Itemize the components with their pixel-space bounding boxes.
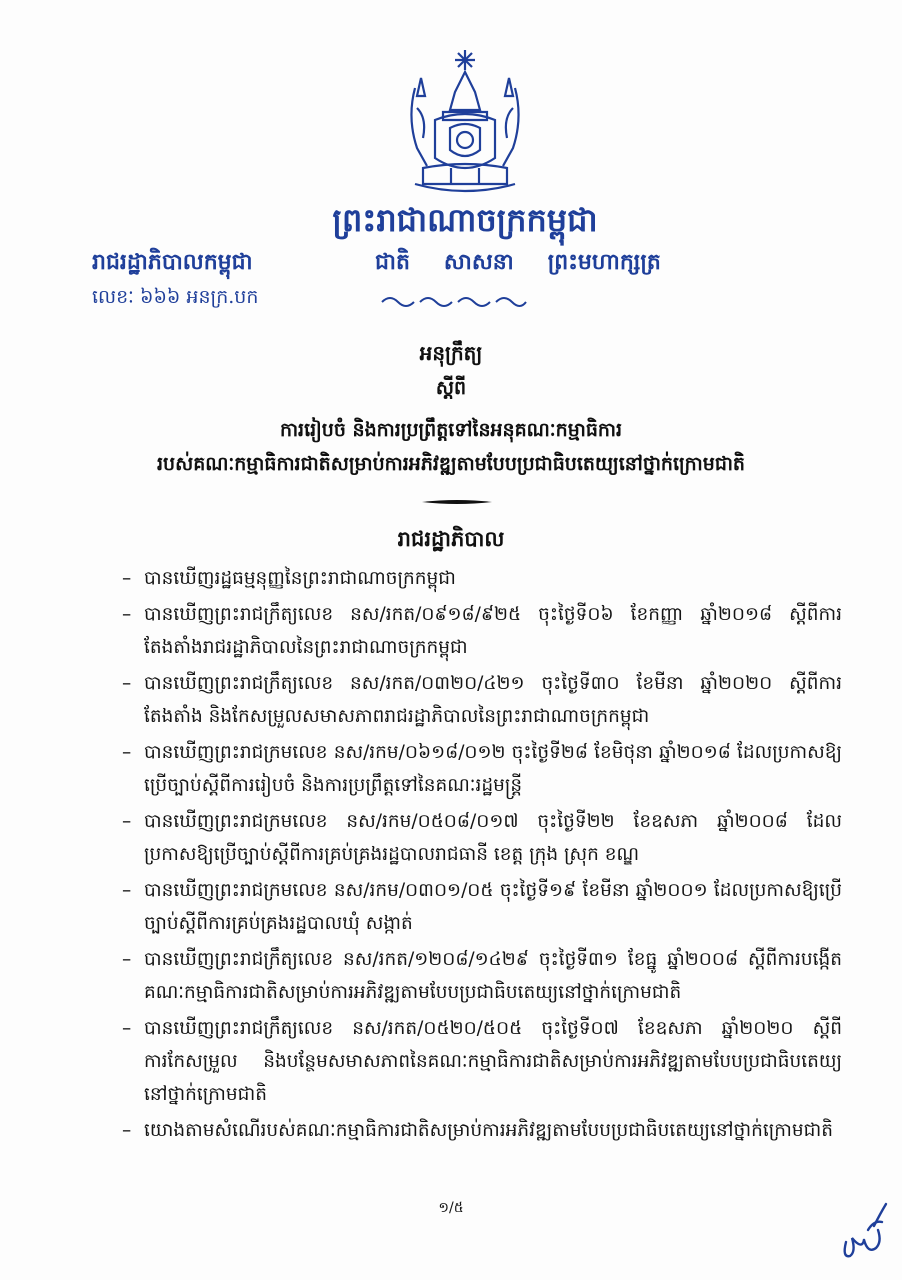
list-item-text: បានឃើញព្រះរាជក្រឹត្យលេខ នស/រកត/១២០៨/១៤២៩ ចុះថ្ងៃទី៣១ ខែធ្នូ ឆ្នាំ២០០៨ ស្ដីពីការបង្កើតគណៈកម្មាធិការជាតិសម្រាប់ការអភិវឌ្ឍតាមបែបប្រជាធិបតេយ្យនៅថ្នាក់ក្រោមជាតិ bbox=[144, 949, 842, 1003]
list-item: – បានឃើញព្រះរាជក្រឹត្យលេខ នស/រកត/១២០៨/១៤២៩ ចុះថ្ងៃទី៣១ ខែធ្នូ ឆ្នាំ២០០៨ ស្ដីពីការបង្កើតគណៈកម្មាធិការជាតិសម្រាប់ការអភិវឌ្ឍតាមបែបប្រជាធិបតេយ្យនៅថ្នាក់ក្រោមជាតិ bbox=[122, 949, 842, 1003]
ornament-divider bbox=[380, 294, 528, 310]
royal-coat-of-arms-emblem bbox=[395, 48, 535, 198]
list-item-text: បានឃើញព្រះរាជក្រឹត្យលេខ នស/រកត/០៥២០/៥០៥ ចុះថ្ងៃទី០៧ ខែឧសភា ឆ្នាំ២០២០ ស្ដីពីការកែសម្រួល និងបន្ថែមសមាសភាពនៃគណៈកម្មាធិការជាតិសម្រាប់ការអភិវឌ្ឍតាមបែបប្រជាធិបតេយ្យនៅថ្នាក់ក្រោមជាតិ bbox=[144, 1018, 842, 1105]
list-item: – បានឃើញព្រះរាជក្រមលេខ នស/រកម/០៣០១/០៥ ចុះថ្ងៃទី១៩ ខែមីនា ឆ្នាំ២០០១ ដែលប្រកាសឱ្យប្រើច្បាប់ស្ដីពីការគ្រប់គ្រងរដ្ឋបាលឃុំ សង្កាត់ bbox=[122, 880, 842, 934]
list-item: – យោងតាមសំណើរបស់គណៈកម្មាធិការជាតិសម្រាប់ការអភិវឌ្ឍតាមបែបប្រជាធិបតេយ្យនៅថ្នាក់ក្រោមជាតិ bbox=[122, 1120, 834, 1141]
list-item: – បានឃើញព្រះរាជក្រមលេខ នស/រកម/០៥០៨/០១៧ ចុះថ្ងៃទី២២ ខែឧសភា ឆ្នាំ២០០៨ ដែលប្រកាសឱ្យប្រើច្បាប់ស្ដីពីការគ្រប់គ្រងរដ្ឋបាលរាជធានី ខេត្ត ក្រុង ស្រុក ខណ្ឌ bbox=[122, 811, 842, 865]
subject-line-1: ការរៀបចំ និងការប្រព្រឹត្តទៅនៃអនុគណៈកម្មាធិការ bbox=[279, 419, 623, 441]
list-item: – បានឃើញព្រះរាជក្រឹត្យលេខ នស/រកត/០៣២០/៤២១ ចុះថ្ងៃទី៣០ ខែមីនា ឆ្នាំ២០២០ ស្ដីពីការតែងតាំង និងកែសម្រួលសមាសភាពរាជរដ្ឋាភិបាលនៃព្រះរាជាណាចក្រកម្ពុជា bbox=[122, 673, 842, 727]
about-label: ស្ដីពី bbox=[435, 377, 467, 399]
issuer-heading: រាជរដ្ឋាភិបាល bbox=[397, 527, 505, 551]
initials-signature-icon bbox=[838, 1200, 888, 1262]
list-item-text: បានឃើញព្រះរាជក្រឹត្យលេខ នស/រកត/០៣២០/៤២១ ចុះថ្ងៃទី៣០ ខែមីនា ឆ្នាំ២០២០ ស្ដីពីការតែងតាំង និងកែសម្រួលសមាសភាពរាជរដ្ឋាភិបាលនៃព្រះរាជាណាចក្រកម្ពុជា bbox=[144, 673, 842, 727]
legal-basis-list bbox=[122, 562, 842, 1150]
motto-nation: ជាតិ bbox=[375, 249, 410, 275]
list-item: – បានឃើញព្រះរាជក្រឹត្យលេខ នស/រកត/០៩១៨/៩២៥ ចុះថ្ងៃទី០៦ ខែកញ្ញា ឆ្នាំ២០១៨ ស្ដីពីការតែងតាំងរាជរដ្ឋាភិបាលនៃព្រះរាជាណាចក្រកម្ពុជា bbox=[122, 604, 842, 658]
list-item: – បានឃើញព្រះរាជក្រឹត្យលេខ នស/រកត/០៥២០/៥០៥ ចុះថ្ងៃទី០៧ ខែឧសភា ឆ្នាំ២០២០ ស្ដីពីការកែសម្រួល និងបន្ថែមសមាសភាពនៃគណៈកម្មាធិការជាតិសម្រាប់ការអភិវឌ្ឍតាមបែបប្រជាធិបតេយ្យនៅថ្នាក់ក្រោមជាតិ bbox=[122, 1018, 842, 1105]
government-name: រាជរដ្ឋាភិបាលកម្ពុជា bbox=[92, 249, 253, 275]
motto-king: ព្រះមហាក្សត្រ bbox=[547, 249, 661, 275]
reference-number: លេខៈ ៦៦៦ អនក្រ.បក bbox=[92, 286, 259, 308]
kingdom-title: ព្រះរាជាណាចក្រកម្ពុជា bbox=[332, 201, 598, 239]
list-item: – បានឃើញព្រះរាជក្រមលេខ នស/រកម/០៦១៨/០១២ ចុះថ្ងៃទី២៨ ខែមិថុនា ឆ្នាំ២០១៨ ដែលប្រកាសឱ្យប្រើច្បាប់ស្ដីពីការរៀបចំ និងការប្រព្រឹត្តទៅនៃគណៈរដ្ឋមន្ត្រី bbox=[122, 742, 842, 796]
list-item-text: បានឃើញព្រះរាជក្រមលេខ នស/រកម/០៣០១/០៥ ចុះថ្ងៃទី១៩ ខែមីនា ឆ្នាំ២០០១ ដែលប្រកាសឱ្យប្រើច្បាប់ស្ដីពីការគ្រប់គ្រងរដ្ឋបាលឃុំ សង្កាត់ bbox=[144, 880, 842, 934]
title-divider bbox=[422, 498, 492, 506]
header-row bbox=[92, 248, 812, 288]
page-number: ១/៥ bbox=[438, 1200, 464, 1216]
list-item: – បានឃើញរដ្ឋធម្មនុញ្ញនៃព្រះរាជាណាចក្រកម្ពុជា bbox=[122, 568, 456, 589]
subject-line-2: របស់គណៈកម្មាធិការជាតិសម្រាប់ការអភិវឌ្ឍតាមបែបប្រជាធិបតេយ្យនៅថ្នាក់ក្រោមជាតិ bbox=[157, 453, 745, 475]
document-type: អនុក្រឹត្យ bbox=[419, 341, 483, 365]
list-item-text: យោងតាមសំណើរបស់គណៈកម្មាធិការជាតិសម្រាប់ការអភិវឌ្ឍតាមបែបប្រជាធិបតេយ្យនៅថ្នាក់ក្រោមជាតិ bbox=[144, 1120, 834, 1141]
list-item-text: បានឃើញព្រះរាជក្រមលេខ នស/រកម/០៥០៨/០១៧ ចុះថ្ងៃទី២២ ខែឧសភា ឆ្នាំ២០០៨ ដែលប្រកាសឱ្យប្រើច្បាប់ស្ដីពីការគ្រប់គ្រងរដ្ឋបាលរាជធានី ខេត្ត ក្រុង ស្រុក ខណ្ឌ bbox=[144, 811, 842, 865]
list-item-text: បានឃើញរដ្ឋធម្មនុញ្ញនៃព្រះរាជាណាចក្រកម្ពុជា bbox=[144, 568, 456, 589]
national-motto bbox=[375, 248, 661, 280]
list-item-text: បានឃើញព្រះរាជក្រឹត្យលេខ នស/រកត/០៩១៨/៩២៥ ចុះថ្ងៃទី០៦ ខែកញ្ញា ឆ្នាំ២០១៨ ស្ដីពីការតែងតាំងរាជរដ្ឋាភិបាលនៃព្រះរាជាណាចក្រកម្ពុជា bbox=[144, 604, 842, 658]
motto-religion: សាសនា bbox=[443, 249, 514, 275]
list-item-text: បានឃើញព្រះរាជក្រមលេខ នស/រកម/០៦១៨/០១២ ចុះថ្ងៃទី២៨ ខែមិថុនា ឆ្នាំ២០១៨ ដែលប្រកាសឱ្យប្រើច្បាប់ស្ដីពីការរៀបចំ និងការប្រព្រឹត្តទៅនៃគណៈរដ្ឋមន្ត្រី bbox=[144, 742, 842, 796]
